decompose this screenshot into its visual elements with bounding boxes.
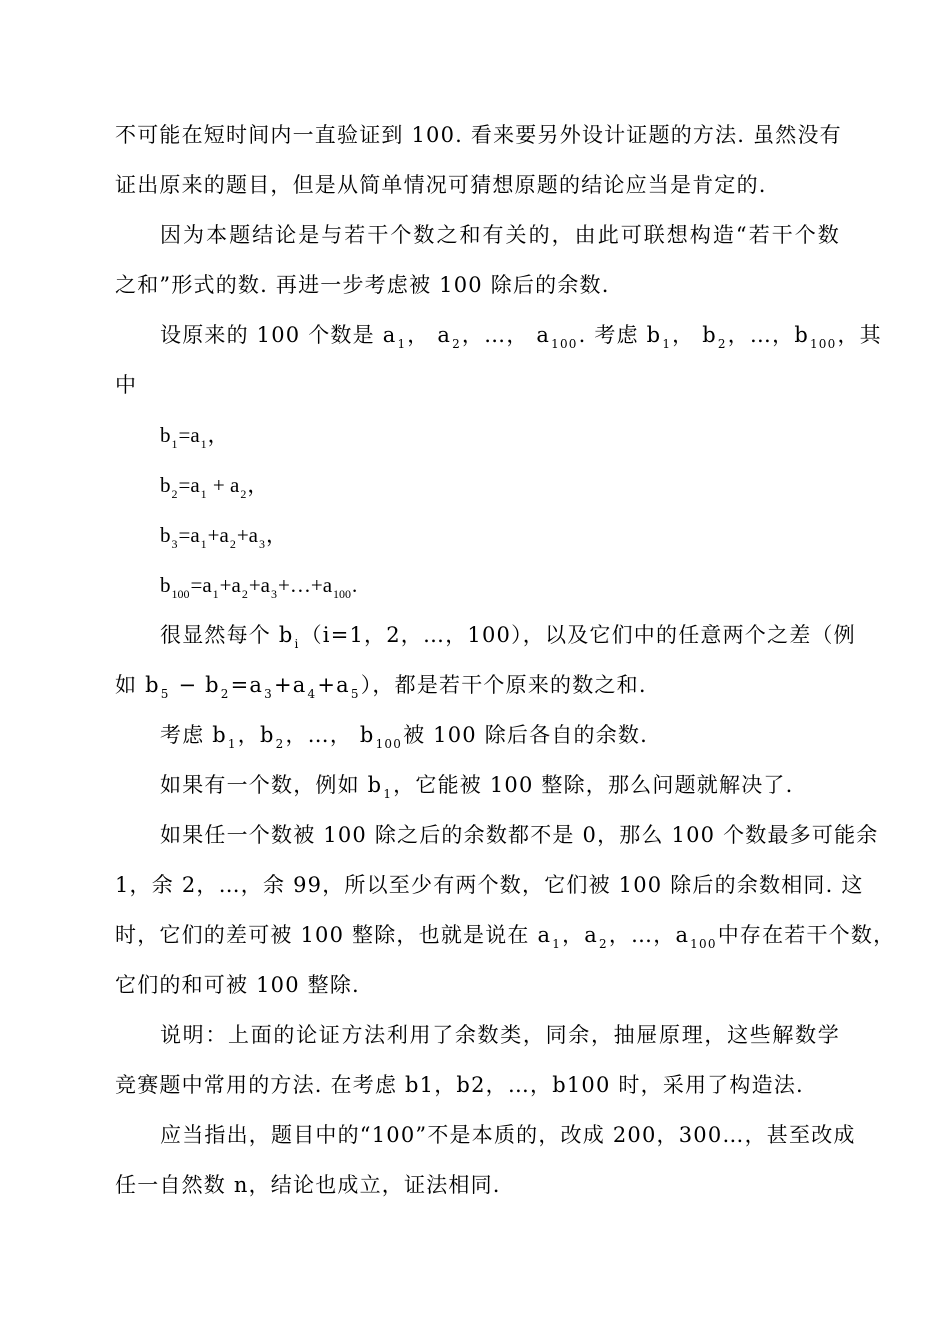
p9-line2: 任一自然数 n，结论也成立，证法相同.	[115, 1173, 501, 1197]
p8-line1: 说明：上面的论证方法利用了余数类，同余，抽屉原理，这些解数学	[160, 1023, 840, 1047]
p2-line1: 因为本题结论是与若干个数之和有关的，由此可联想构造“若干个数	[160, 223, 840, 247]
p3-line2: 中	[115, 373, 138, 397]
p9-line1: 应当指出，题目中的“100”不是本质的，改成 200，300…，甚至改成	[160, 1123, 856, 1147]
formula-b2: $b_2=a_1 + a_2$，	[160, 473, 269, 501]
p1-line2: 证出原来的题目，但是从简单情况可猜想原题的结论应当是肯定的.	[115, 173, 767, 197]
formula-b3: $b_3=a_1+a_2+a_3$，	[160, 523, 288, 551]
p7-line1: 如果任一个数被 100 除之后的余数都不是 0，那么 100 个数最多可能余	[160, 823, 879, 847]
p5-line1: 考虑 $b_1$，$b_2$，…， $b_{100}$被 100 除后各自的余数.	[160, 723, 649, 751]
p3-line1: 设原来的 100 个数是 $a_1$， $a_2$，…， $a_{100}$. 考虑 $b_1$， $b_2$，…，$b_{100}$，其	[160, 323, 882, 351]
p7-line2: 1，余 2，…，余 99，所以至少有两个数，它们被 100 除后的余数相同. 这	[115, 873, 864, 897]
p6-line1: 如果有一个数，例如 $b_1$，它能被 100 整除，那么问题就解决了.	[160, 773, 794, 801]
p7-line3: 时，它们的差可被 100 整除，也就是说在 $a_1$，$a_2$，…，$a_{100}$中存在若干个数，	[115, 923, 896, 951]
p8-line2: 竞赛题中常用的方法. 在考虑 b1，b2，…，b100 时，采用了构造法.	[115, 1073, 804, 1097]
p4-line2: 如 $b_5 - b_2=a_3+a_4+a_5$），都是若干个原来的数之和.	[115, 673, 647, 701]
formula-b1: $b_1=a_1$，	[160, 423, 229, 451]
p1-line1: 不可能在短时间内一直验证到 100. 看来要另外设计证题的方法. 虽然没有	[115, 123, 842, 147]
p2-line2: 之和”形式的数. 再进一步考虑被 100 除后的余数.	[115, 273, 610, 297]
p4-line1: 很显然每个 $b_i(i=1$，2，…，100），以及它们中的任意两个之差（例	[160, 623, 856, 651]
formula-b100: $b_{100}=a_1+a_2+a_3+\dots+a_{100}$.	[160, 573, 358, 601]
p7-line4: 它们的和可被 100 整除.	[115, 973, 360, 997]
